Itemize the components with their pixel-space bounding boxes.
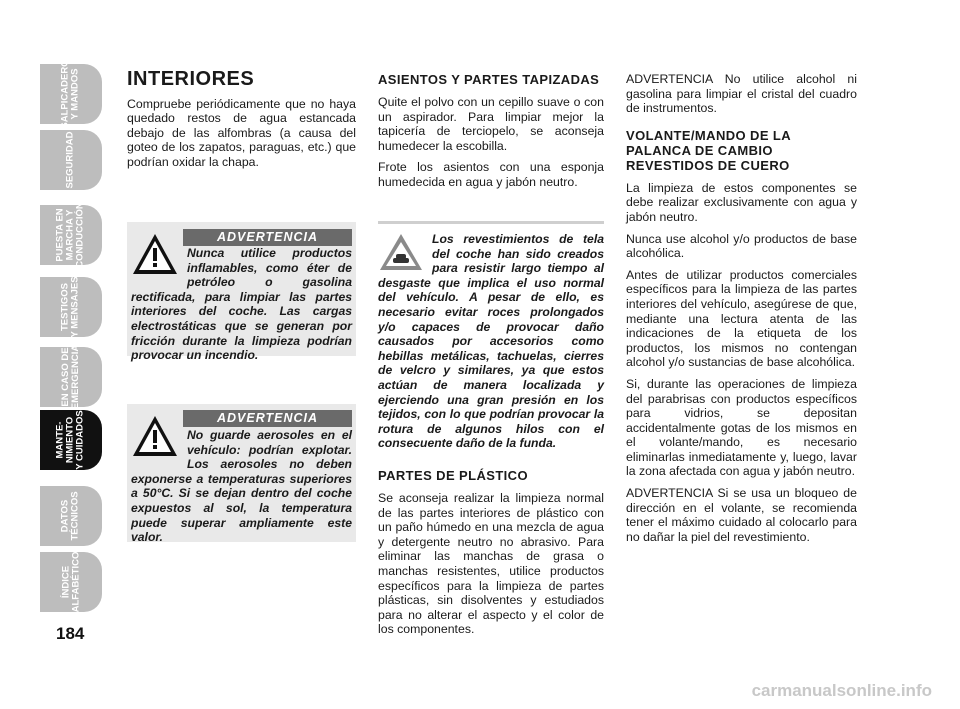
column-2-lower [378,468,604,644]
tab-datos-tecnicos[interactable] [40,486,102,546]
tab-salpicadero[interactable] [40,59,102,129]
tab-label: MANTE- NIMIENTO Y CUIDADOS [54,410,86,470]
column-2 [378,72,604,197]
warning-header: ADVERTENCIA [183,229,352,246]
paragraph: ADVERTENCIA Si se usa un bloqueo de dirección en el volante, se recomienda tener el máximo cuidado al colocarlo para no dañar la piel del revestimiento. [626,486,857,544]
tab-emergencia[interactable] [40,344,102,410]
tab-label: PUESTA EN MARCHA Y CONDUCCIÓN [55,202,87,268]
tab-testigos[interactable] [40,277,102,337]
tab-label: SALPICADERO Y MANDOS [60,59,81,129]
car-warning-icon [378,232,424,272]
note-text: Los revestimientos de tela del coche han sido creados para resistir largo tiempo al desgaste que implica el uso normal del vehículo. A pesar de ello, es necesario evitar roces prolongados y/o capaces de provocar daño causados por accesorios como hebillas metálicas, tachuelas, cierres de velcro y similares, ya que estos actúan de manera localizada y ejerciendo una gran presión en los tejidos, con lo que podrían provocar la rotura de algunos hilos con el consecuente daño de la funda. [378,232,604,451]
page-number: 184 [56,624,85,643]
tab-mantenimiento[interactable] [40,410,102,470]
paragraph: La limpieza de estos componentes se debe realizar exclusivamente con agua y jabón neutro. [626,180,857,224]
tab-label: EN CASO DE EMERGENCIA [60,344,81,410]
tab-label: SEGURIDAD [64,131,76,189]
section-heading: VOLANTE/MANDO DE LA PALANCA DE CAMBIO REVESTIDOS DE CUERO [626,127,791,173]
section-heading: ASIENTOS Y PARTES TAPIZADAS [378,72,600,87]
paragraph: Frote los asientos con una esponja humedecida en agua y jabón neutro. [378,160,604,189]
paragraph: Quite el polvo con un cepillo suave o con un aspirador. Para limpiar mejor la tapicería de terciopelo, se aconseja humedecer la escobilla. [378,95,604,153]
warning-text: Nunca utilice productos inflamables, como éter de petróleo o gasolina rectificada, para limpiar las partes interiores del coche. Las cargas electrostáticas que se generan por fricción durante la limpieza podrían provocar un incendio. [131,246,352,363]
tab-label: ÍNDICE ALFABÉTICO [59,551,81,613]
paragraph: Antes de utilizar productos comerciales específicos para la limpieza de las partes interiores del vehículo, asegúrese de que, mediante una lectura atenta de las indicaciones de la etiqueta de los productos, los mismos no contengan alcohol y/o sustancias de base alcohólica. [626,267,857,370]
tab-label: TESTIGOS Y MENSAJES [59,276,81,338]
column-3 [626,72,857,551]
column-1 [127,68,356,177]
paragraph: Nunca use alcohol y/o productos de base alcohólica. [626,231,857,261]
tab-puesta-en-marcha[interactable] [40,202,102,268]
paragraph: Si, durante las operaciones de limpieza del parabrisas con productos específicos para vidrios, se depositan accidentalmente gotas de los mismos en el volante/mando, es necesario eliminarlas inmediatamente y, luego, lavar la zona afectada con agua y jabón neutro. [626,376,857,479]
watermark: carmanualsonline.info [751,681,932,700]
warning-header: ADVERTENCIA [183,410,352,427]
tab-indice[interactable] [40,552,102,612]
warning-triangle-icon [131,414,179,458]
note-block [378,232,604,451]
divider [378,221,604,224]
warning-text: No guarde aerosoles en el vehículo: podrían explotar. Los aerosoles no deben exponerse a temperaturas superiores a 50°C. Si se dejan dentro del coche expuestos al sol, la temperatura puede superar ampliamente este valor. [131,428,352,545]
section-title: INTERIORES [127,68,255,90]
paragraph: Se aconseja realizar la limpieza normal de las partes interiores de plástico con un paño húmedo en una mezcla de agua y detergente neutro no abrasivo. Para eliminar las manchas de grasa o manchas resistentes, utilice productos específicos para la limpieza de partes plásticas, sin disolventes y estudiados para no alterar el aspecto y el color de los componentes. [378,491,604,637]
tab-seguridad[interactable] [40,130,102,190]
paragraph: Compruebe periódicamente que no haya quedado restos de agua estancada debajo de las alfombras (a causa del goteo de los zapatos, paraguas, etc.) que podrían oxidar la chapa. [127,96,356,169]
section-heading: PARTES DE PLÁSTICO [378,468,528,483]
paragraph: ADVERTENCIA No utilice alcohol ni gasolina para limpiar el cristal del cuadro de instrumentos. [626,72,857,116]
warning-triangle-icon [131,232,179,276]
tab-label: DATOS TÉCNICOS [60,491,81,541]
